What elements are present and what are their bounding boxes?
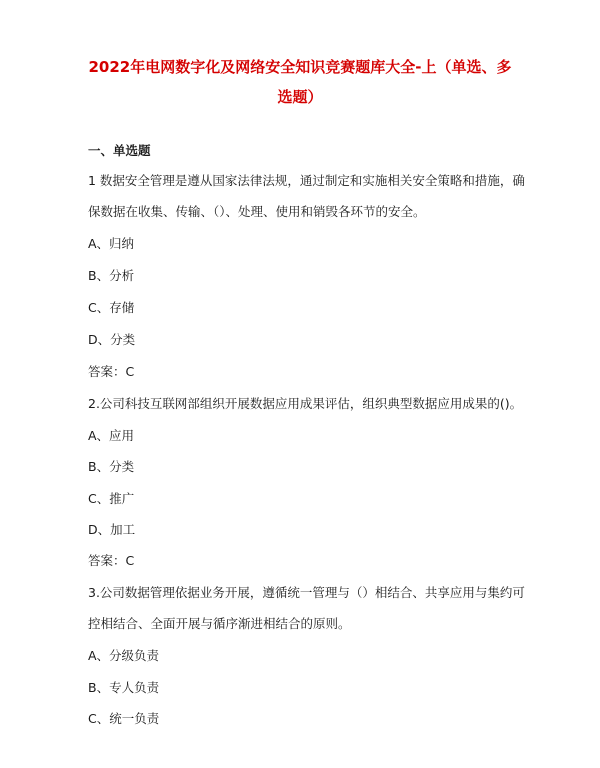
- page-title-line-1: 2022年电网数字化及网络安全知识竞赛题库大全-上（单选、多: [88, 58, 512, 76]
- option-d: D、分类: [88, 332, 136, 347]
- section-heading: 一、单选题: [88, 143, 151, 158]
- answer: 答案：C: [88, 364, 135, 379]
- option-a: A、应用: [88, 428, 135, 443]
- option-b: B、分类: [88, 459, 135, 474]
- answer: 答案：C: [88, 553, 135, 568]
- option-a: A、分级负责: [88, 648, 160, 663]
- page-title-line-2: 选题）: [277, 88, 323, 106]
- question-text-line: 控相结合、全面开展与循序渐进相结合的原则。: [88, 616, 351, 631]
- option-c: C、统一负责: [88, 711, 160, 726]
- option-c: C、存储: [88, 300, 135, 315]
- option-a: A、归纳: [88, 236, 135, 251]
- option-c: C、推广: [88, 491, 135, 506]
- option-b: B、分析: [88, 268, 135, 283]
- option-b: B、专人负责: [88, 680, 160, 695]
- question-text-line: 2.公司科技互联网部组织开展数据应用成果评估，组织典型数据应用成果的()。: [88, 396, 523, 411]
- question-text-line: 1 数据安全管理是遵从国家法律法规，通过制定和实施相关安全策略和措施，确: [88, 173, 525, 188]
- question-text-line: 3.公司数据管理依据业务开展，遵循统一管理与（）相结合、共享应用与集约可: [88, 585, 525, 600]
- option-d: D、加工: [88, 522, 136, 537]
- question-text-line: 保数据在收集、传输、（）、处理、使用和销毁各环节的安全。: [88, 204, 426, 219]
